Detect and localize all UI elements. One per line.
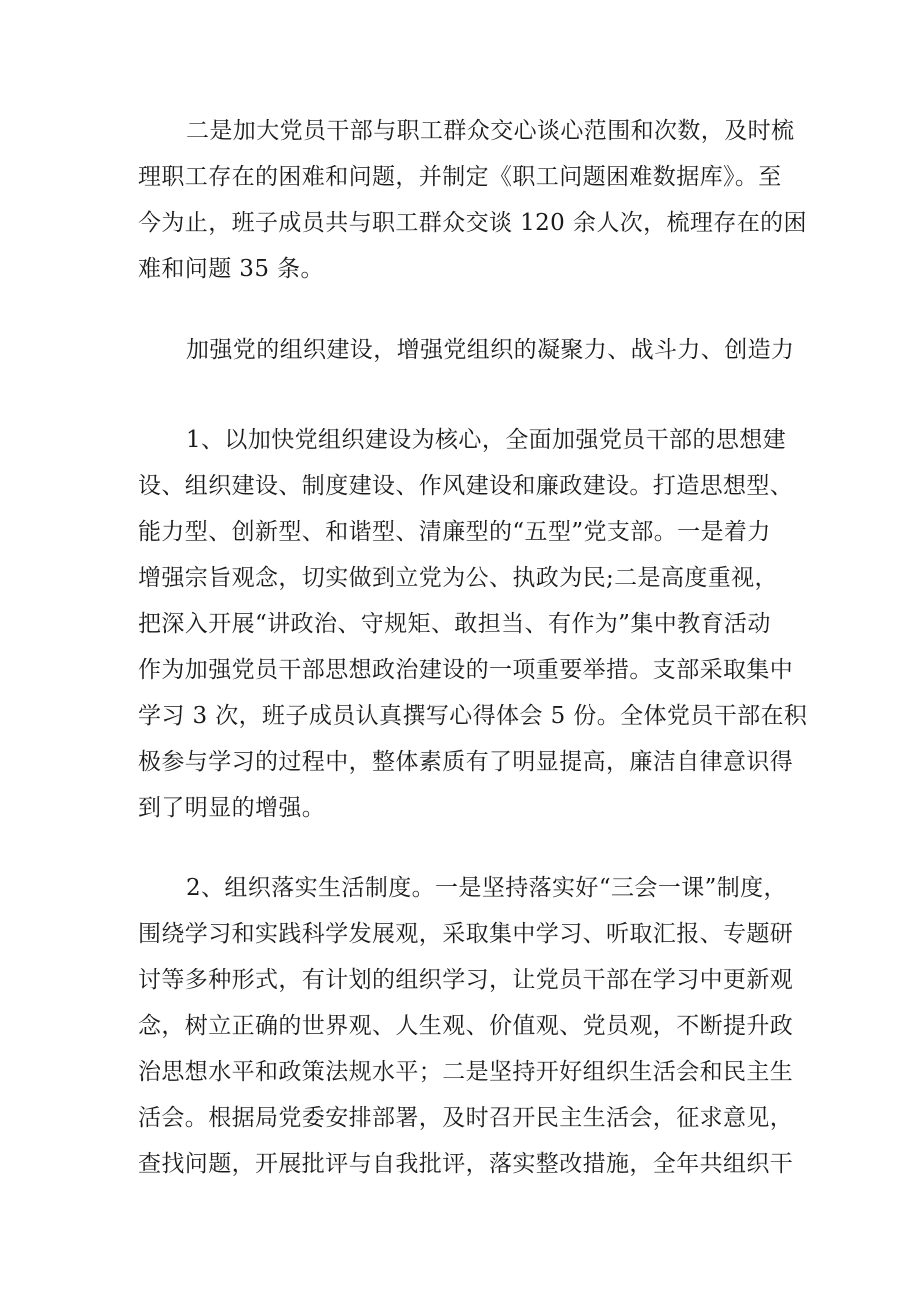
paragraph-4-line-7: 查找问题，开展批评与自我批评，落实整改措施，全年共组织干 xyxy=(138,1151,794,1177)
paragraph-3-line-4: 增强宗旨观念，切实做到立党为公、执政为民;二是高度重视， xyxy=(138,565,778,591)
paragraph-4-line-5: 治思想水平和政策法规水平；二是坚持开好组织生活会和民主生 xyxy=(138,1059,794,1085)
paragraph-4-line-3: 讨等多种形式，有计划的组织学习，让党员干部在学习中更新观 xyxy=(138,967,794,993)
paragraph-3-line-6: 作为加强党员干部思想政治建设的一项重要举措。支部采取集中 xyxy=(138,657,794,683)
paragraph-1-line-2: 理职工存在的困难和问题，并制定《职工问题困难数据库》。至 xyxy=(138,164,782,190)
paragraph-3-line-3: 能力型、创新型、和谐型、清廉型的“五型”党支部。一是着力 xyxy=(138,519,771,545)
paragraph-3-line-1: 1、以加快党组织建设为核心，全面加强党员干部的思想建 xyxy=(186,427,787,453)
paragraph-3-line-2: 设、组织建设、制度建设、作风建设和廉政建设。打造思想型、 xyxy=(138,473,794,499)
section-heading-line-1: 加强党的组织建设，增强党组织的凝聚力、战斗力、创造力 xyxy=(186,337,795,363)
paragraph-3-line-5: 把深入开展“讲政治、守规矩、敢担当、有作为”集中教育活动 xyxy=(138,611,771,637)
paragraph-4-line-6: 活会。根据局党委安排部署，及时召开民主生活会，征求意见， xyxy=(138,1105,794,1131)
paragraph-4-line-4: 念，树立正确的世界观、人生观、价值观、党员观，不断提升政 xyxy=(138,1013,794,1039)
paragraph-4-line-1: 2、组织落实生活制度。一是坚持落实好“三会一课”制度， xyxy=(186,875,787,901)
paragraph-1-line-3: 今为止，班子成员共与职工群众交谈 120 余人次，梳理存在的困 xyxy=(138,210,807,236)
paragraph-1-line-4: 难和问题 35 条。 xyxy=(138,256,324,282)
paragraph-4-line-2: 围绕学习和实践科学发展观，采取集中学习、听取汇报、专题研 xyxy=(138,921,794,947)
paragraph-3-line-9: 到了明显的增强。 xyxy=(138,795,326,821)
paragraph-1-line-1: 二是加大党员干部与职工群众交心谈心范围和次数，及时梳 xyxy=(186,118,795,144)
paragraph-3-line-8: 极参与学习的过程中，整体素质有了明显提高，廉洁自律意识得 xyxy=(138,749,794,775)
paragraph-3-line-7: 学习 3 次，班子成员认真撰写心得体会 5 份。全体党员干部在积 xyxy=(138,703,808,729)
